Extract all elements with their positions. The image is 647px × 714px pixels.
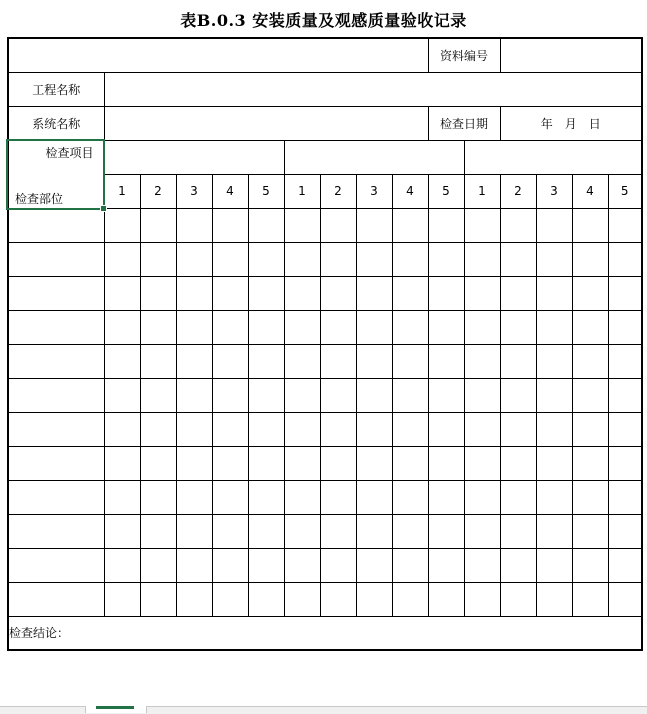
grid-cell[interactable] (356, 378, 392, 412)
item-location-header-cell[interactable] (8, 140, 104, 208)
system-name-label: 系统名称 (8, 106, 104, 140)
grid-cell[interactable] (392, 344, 428, 378)
grid-cell[interactable] (500, 548, 536, 582)
record-number-label: 资料编号 (428, 38, 500, 72)
grid-cell[interactable] (464, 310, 500, 344)
table-row (8, 242, 642, 276)
grid-cell[interactable] (392, 276, 428, 310)
grid-cell[interactable] (608, 208, 642, 242)
grid-cell[interactable] (428, 446, 464, 480)
grid-cell[interactable] (392, 514, 428, 548)
conclusion-row (8, 616, 642, 650)
grid-cell[interactable] (572, 242, 608, 276)
column-number-cell: 1 (464, 174, 500, 208)
column-number-cell: 1 (284, 174, 320, 208)
grid-cell[interactable] (284, 446, 320, 480)
inspection-item-label: 检查项目 (45, 145, 94, 160)
grid-cell[interactable] (500, 378, 536, 412)
grid-cell[interactable] (608, 378, 642, 412)
grid-cell[interactable] (392, 378, 428, 412)
active-tab-indicator (96, 706, 134, 709)
grid-cell[interactable] (536, 446, 572, 480)
grid-cell[interactable] (608, 582, 642, 616)
grid-cell[interactable] (320, 514, 356, 548)
grid-cell[interactable] (320, 548, 356, 582)
grid-cell[interactable] (572, 344, 608, 378)
item-group-row (8, 140, 642, 174)
table-row (8, 480, 642, 514)
grid-cell[interactable] (320, 208, 356, 242)
grid-cell[interactable] (140, 446, 176, 480)
sheet-tab[interactable] (85, 706, 147, 713)
grid-cell[interactable] (500, 480, 536, 514)
grid-cell[interactable] (428, 208, 464, 242)
grid-cell[interactable] (464, 412, 500, 446)
location-cell[interactable] (8, 412, 104, 446)
grid-cell[interactable] (464, 548, 500, 582)
grid-cell[interactable] (176, 310, 212, 344)
location-cell[interactable] (8, 276, 104, 310)
grid-cell[interactable] (104, 548, 140, 582)
column-number-cell: 4 (572, 174, 608, 208)
grid-cell[interactable] (500, 446, 536, 480)
grid-cell[interactable] (356, 208, 392, 242)
grid-cell[interactable] (536, 208, 572, 242)
grid-cell[interactable] (392, 582, 428, 616)
location-cell[interactable] (8, 582, 104, 616)
grid-cell[interactable] (608, 344, 642, 378)
grid-cell[interactable] (536, 548, 572, 582)
location-cell[interactable] (8, 548, 104, 582)
grid-cell[interactable] (500, 344, 536, 378)
grid-cell[interactable] (608, 446, 642, 480)
grid-cell[interactable] (356, 480, 392, 514)
location-cell[interactable] (8, 378, 104, 412)
column-number-cell: 4 (212, 174, 248, 208)
grid-cell[interactable] (212, 310, 248, 344)
location-cell[interactable] (8, 242, 104, 276)
grid-cell[interactable] (320, 412, 356, 446)
location-cell[interactable] (8, 480, 104, 514)
column-number-cell: 2 (320, 174, 356, 208)
grid-cell[interactable] (176, 446, 212, 480)
grid-cell[interactable] (500, 276, 536, 310)
grid-cell[interactable] (320, 276, 356, 310)
grid-cell[interactable] (428, 310, 464, 344)
project-name-row (8, 72, 642, 106)
grid-cell[interactable] (140, 412, 176, 446)
table-row (8, 378, 642, 412)
grid-cell[interactable] (464, 208, 500, 242)
grid-cell[interactable] (176, 242, 212, 276)
table-row (8, 412, 642, 446)
blank-cell[interactable] (8, 38, 428, 72)
grid-cell[interactable] (176, 378, 212, 412)
grid-cell[interactable] (212, 480, 248, 514)
column-number-cell: 3 (536, 174, 572, 208)
grid-cell[interactable] (608, 310, 642, 344)
grid-cell[interactable] (572, 378, 608, 412)
grid-cell[interactable] (500, 242, 536, 276)
column-number-cell: 5 (608, 174, 642, 208)
table-row (8, 276, 642, 310)
grid-cell[interactable] (608, 412, 642, 446)
column-number-cell: 5 (428, 174, 464, 208)
grid-cell[interactable] (284, 242, 320, 276)
grid-cell[interactable] (536, 378, 572, 412)
grid-cell[interactable] (536, 276, 572, 310)
location-cell[interactable] (8, 208, 104, 242)
grid-cell[interactable] (428, 242, 464, 276)
grid-cell[interactable] (320, 378, 356, 412)
grid-cell[interactable] (356, 242, 392, 276)
grid-cell[interactable] (392, 310, 428, 344)
grid-cell[interactable] (320, 242, 356, 276)
table-row (8, 514, 642, 548)
grid-cell[interactable] (428, 276, 464, 310)
conclusion-label: 检查结论： (9, 626, 70, 641)
grid-cell[interactable] (212, 446, 248, 480)
grid-cell[interactable] (248, 344, 284, 378)
grid-cell[interactable] (284, 480, 320, 514)
grid-cell[interactable] (176, 548, 212, 582)
grid-cell[interactable] (248, 446, 284, 480)
grid-cell[interactable] (104, 480, 140, 514)
grid-cell[interactable] (140, 582, 176, 616)
grid-cell[interactable] (284, 276, 320, 310)
grid-cell[interactable] (140, 344, 176, 378)
grid-cell[interactable] (536, 412, 572, 446)
form-title: 表B.0.3 安装质量及观感质量验收记录 (180, 11, 467, 30)
table-row (8, 310, 642, 344)
grid-cell[interactable] (212, 242, 248, 276)
grid-cell[interactable] (212, 548, 248, 582)
grid-cell[interactable] (572, 276, 608, 310)
grid-cell[interactable] (284, 514, 320, 548)
grid-cell[interactable] (536, 582, 572, 616)
grid-cell[interactable] (176, 344, 212, 378)
grid-cell[interactable] (572, 412, 608, 446)
grid-cell[interactable] (212, 378, 248, 412)
grid-cell[interactable] (572, 480, 608, 514)
grid-cell[interactable] (608, 242, 642, 276)
grid-cell[interactable] (140, 242, 176, 276)
location-cell[interactable] (8, 344, 104, 378)
grid-cell[interactable] (536, 480, 572, 514)
grid-cell[interactable] (356, 582, 392, 616)
grid-cell[interactable] (212, 514, 248, 548)
grid-cell[interactable] (320, 582, 356, 616)
column-number-cell: 3 (176, 174, 212, 208)
grid-cell[interactable] (536, 514, 572, 548)
grid-cell[interactable] (176, 514, 212, 548)
grid-cell[interactable] (428, 344, 464, 378)
grid-cell[interactable] (572, 548, 608, 582)
grid-cell[interactable] (572, 582, 608, 616)
data-rows (8, 208, 642, 616)
grid-cell[interactable] (500, 582, 536, 616)
item-group-cell-2[interactable] (284, 140, 464, 174)
system-name-value-cell[interactable] (104, 106, 428, 140)
grid-cell[interactable] (464, 276, 500, 310)
grid-cell[interactable] (464, 514, 500, 548)
grid-cell[interactable] (212, 412, 248, 446)
grid-cell[interactable] (284, 208, 320, 242)
grid-cell[interactable] (104, 208, 140, 242)
grid-cell[interactable] (428, 378, 464, 412)
grid-cell[interactable] (320, 344, 356, 378)
table-row (8, 582, 642, 616)
grid-cell[interactable] (104, 242, 140, 276)
grid-cell[interactable] (392, 548, 428, 582)
grid-cell[interactable] (536, 344, 572, 378)
grid-cell[interactable] (608, 514, 642, 548)
grid-cell[interactable] (104, 446, 140, 480)
location-cell[interactable] (8, 446, 104, 480)
grid-cell[interactable] (284, 310, 320, 344)
item-group-cell-1[interactable] (104, 140, 284, 174)
column-number-cell: 1 (104, 174, 140, 208)
grid-cell[interactable] (356, 344, 392, 378)
grid-cell[interactable] (212, 344, 248, 378)
grid-cell[interactable] (248, 242, 284, 276)
grid-cell[interactable] (392, 242, 428, 276)
grid-cell[interactable] (392, 208, 428, 242)
grid-cell[interactable] (140, 276, 176, 310)
grid-cell[interactable] (608, 548, 642, 582)
column-number-cell: 5 (248, 174, 284, 208)
grid-cell[interactable] (500, 208, 536, 242)
inspection-date-value[interactable]: 年 月 日 (500, 106, 642, 140)
grid-cell[interactable] (284, 412, 320, 446)
grid-cell[interactable] (140, 310, 176, 344)
grid-cell[interactable] (536, 310, 572, 344)
grid-cell[interactable] (500, 412, 536, 446)
grid-cell[interactable] (464, 344, 500, 378)
table-row (8, 344, 642, 378)
grid-cell[interactable] (356, 412, 392, 446)
project-name-value-cell[interactable] (104, 72, 642, 106)
grid-cell[interactable] (140, 480, 176, 514)
inspection-date-label: 检查日期 (428, 106, 500, 140)
table-row (8, 548, 642, 582)
acceptance-record-table (7, 37, 643, 651)
system-name-row (8, 106, 642, 140)
grid-cell[interactable] (248, 582, 284, 616)
table-row (8, 208, 642, 242)
column-number-cell: 2 (140, 174, 176, 208)
grid-cell[interactable] (176, 412, 212, 446)
grid-cell[interactable] (284, 582, 320, 616)
grid-cell[interactable] (104, 276, 140, 310)
grid-cell[interactable] (500, 514, 536, 548)
grid-cell[interactable] (140, 378, 176, 412)
grid-cell[interactable] (608, 276, 642, 310)
grid-cell[interactable] (356, 548, 392, 582)
project-name-label: 工程名称 (8, 72, 104, 106)
grid-cell[interactable] (572, 208, 608, 242)
column-number-cell: 3 (356, 174, 392, 208)
grid-cell[interactable] (428, 480, 464, 514)
grid-cell[interactable] (464, 446, 500, 480)
grid-cell[interactable] (104, 344, 140, 378)
grid-cell[interactable] (248, 208, 284, 242)
grid-cell[interactable] (104, 412, 140, 446)
grid-cell[interactable] (176, 480, 212, 514)
conclusion-cell[interactable] (8, 616, 642, 650)
grid-cell[interactable] (572, 310, 608, 344)
column-number-cell: 2 (500, 174, 536, 208)
grid-cell[interactable] (392, 412, 428, 446)
grid-cell[interactable] (392, 480, 428, 514)
grid-cell[interactable] (248, 548, 284, 582)
grid-cell[interactable] (608, 480, 642, 514)
grid-cell[interactable] (464, 242, 500, 276)
grid-cell[interactable] (140, 208, 176, 242)
grid-cell[interactable] (536, 242, 572, 276)
grid-cell[interactable] (248, 378, 284, 412)
grid-cell[interactable] (392, 446, 428, 480)
grid-cell[interactable] (320, 310, 356, 344)
grid-cell[interactable] (572, 514, 608, 548)
grid-cell[interactable] (464, 480, 500, 514)
grid-cell[interactable] (176, 582, 212, 616)
grid-cell[interactable] (356, 276, 392, 310)
location-cell[interactable] (8, 310, 104, 344)
grid-cell[interactable] (464, 378, 500, 412)
grid-cell[interactable] (284, 548, 320, 582)
record-number-value-cell[interactable] (500, 38, 642, 72)
grid-cell[interactable] (176, 276, 212, 310)
grid-cell[interactable] (572, 446, 608, 480)
grid-cell[interactable] (104, 582, 140, 616)
grid-cell[interactable] (248, 514, 284, 548)
grid-cell[interactable] (140, 548, 176, 582)
grid-cell[interactable] (104, 378, 140, 412)
grid-cell[interactable] (500, 310, 536, 344)
location-cell[interactable] (8, 514, 104, 548)
grid-cell[interactable] (320, 446, 356, 480)
grid-cell[interactable] (248, 276, 284, 310)
grid-cell[interactable] (212, 582, 248, 616)
grid-cell[interactable] (212, 276, 248, 310)
grid-cell[interactable] (212, 208, 248, 242)
grid-cell[interactable] (140, 514, 176, 548)
record-number-row (8, 38, 642, 72)
grid-cell[interactable] (104, 514, 140, 548)
grid-cell[interactable] (356, 310, 392, 344)
grid-cell[interactable] (284, 378, 320, 412)
grid-cell[interactable] (248, 310, 284, 344)
grid-cell[interactable] (356, 514, 392, 548)
grid-cell[interactable] (428, 548, 464, 582)
grid-cell[interactable] (248, 412, 284, 446)
item-group-cell-3[interactable] (464, 140, 642, 174)
grid-cell[interactable] (428, 412, 464, 446)
grid-cell[interactable] (320, 480, 356, 514)
inspection-location-label: 检查部位 (15, 191, 64, 206)
grid-cell[interactable] (464, 582, 500, 616)
grid-cell[interactable] (428, 582, 464, 616)
grid-cell[interactable] (248, 480, 284, 514)
grid-cell[interactable] (356, 446, 392, 480)
grid-cell[interactable] (428, 514, 464, 548)
grid-cell[interactable] (104, 310, 140, 344)
grid-cell[interactable] (176, 208, 212, 242)
table-row (8, 446, 642, 480)
grid-cell[interactable] (284, 344, 320, 378)
column-number-cell: 4 (392, 174, 428, 208)
